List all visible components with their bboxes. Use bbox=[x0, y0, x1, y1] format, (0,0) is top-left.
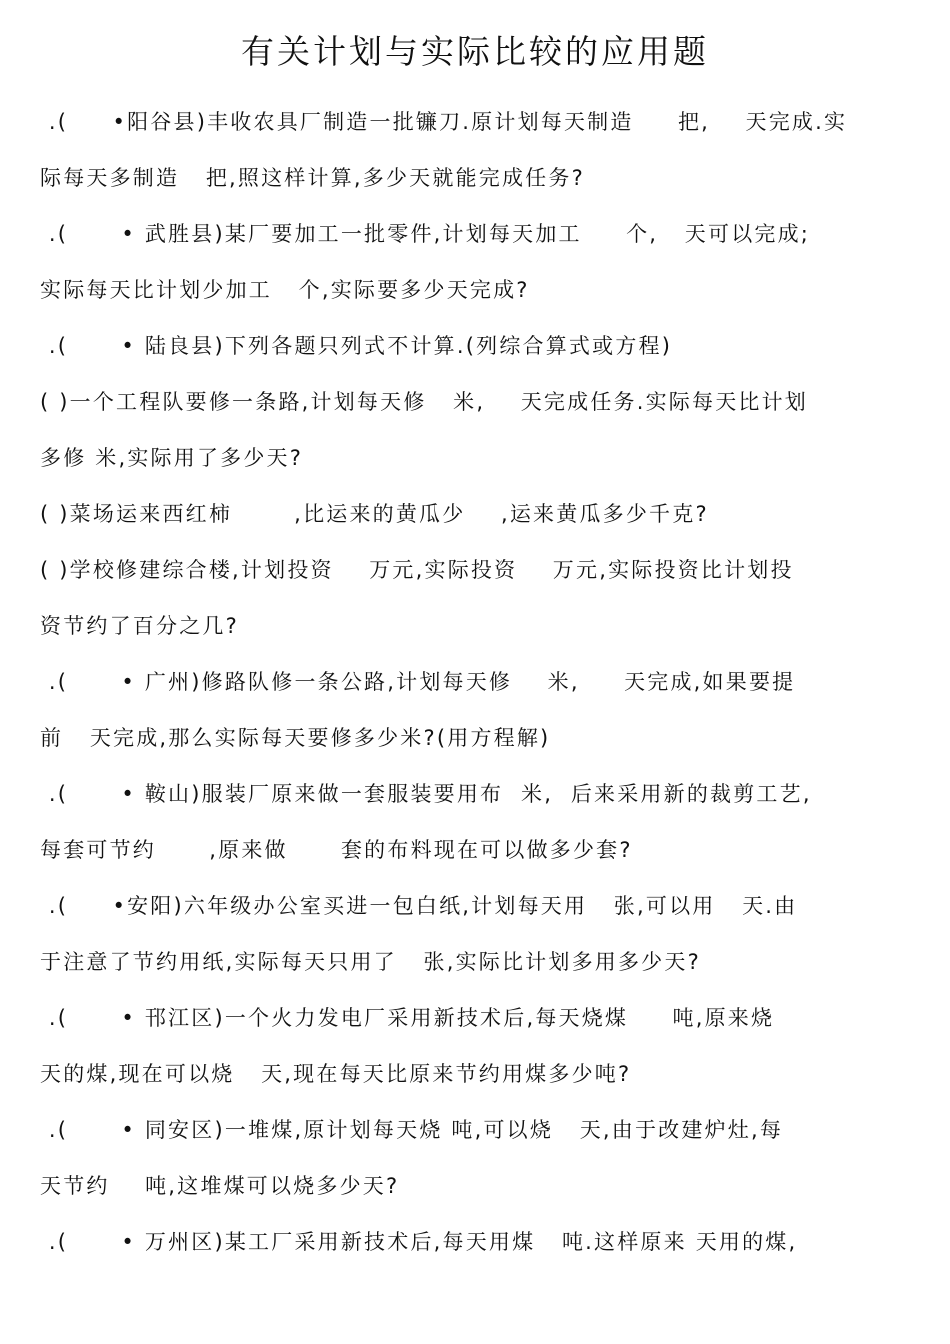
text-line: 实际每天比计划少加工 个,实际要多少天完成? bbox=[40, 278, 530, 302]
text-line: 际每天多制造 把,照这样计算,多少天就能完成任务? bbox=[40, 166, 585, 190]
text-line: ( )一个工程队要修一条路,计划每天修 米, 天完成任务.实际每天比计划 bbox=[40, 390, 809, 414]
text-line: 前 天完成,那么实际每天要修多少米?(用方程解) bbox=[40, 726, 551, 750]
text-line: .( • 万州区)某工厂采用新技术后,每天用煤 吨.这样原来 天用的煤, bbox=[40, 1230, 798, 1254]
text-line: 天的煤,现在可以烧 天,现在每天比原来节约用煤多少吨? bbox=[40, 1062, 632, 1086]
text-line: .( • 武胜县)某厂要加工一批零件,计划每天加工 个, 天可以完成; bbox=[40, 222, 811, 246]
text-line: 天节约 吨,这堆煤可以烧多少天? bbox=[40, 1174, 400, 1198]
text-line: .( • 邗江区)一个火力发电厂采用新技术后,每天烧煤 吨,原来烧 bbox=[40, 1006, 775, 1030]
text-line: .( • 广州)修路队修一条公路,计划每天修 米, 天完成,如果要提 bbox=[40, 670, 796, 694]
text-line: ( )学校修建综合楼,计划投资 万元,实际投资 万元,实际投资比计划投 bbox=[40, 558, 794, 582]
text-line: .( • 陆良县)下列各题只列式不计算.(列综合算式或方程) bbox=[40, 334, 673, 358]
text-line: .( • 同安区)一堆煤,原计划每天烧 吨,可以烧 天,由于改建炉灶,每 bbox=[40, 1118, 784, 1142]
text-line: 资节约了百分之几? bbox=[40, 614, 239, 638]
page-title: 有关计划与实际比较的应用题 bbox=[241, 32, 709, 71]
text-line: .( •阳谷县)丰收农具厂制造一批镰刀.原计划每天制造 把, 天完成.实 bbox=[40, 110, 848, 134]
text-line: 每套可节约 ,原来做 套的布料现在可以做多少套? bbox=[40, 838, 633, 862]
text-line: .( • 鞍山)服装厂原来做一套服装要用布 米, 后来采用新的裁剪工艺, bbox=[40, 782, 812, 806]
text-line: ( )菜场运来西红柿 ,比运来的黄瓜少 ,运来黄瓜多少千克? bbox=[40, 502, 709, 526]
text-line: .( •安阳)六年级办公室买进一包白纸,计划每天用 张,可以用 天.由 bbox=[40, 894, 798, 918]
text-line: 于注意了节约用纸,实际每天只用了 张,实际比计划多用多少天? bbox=[40, 950, 701, 974]
text-line: 多修 米,实际用了多少天? bbox=[40, 446, 304, 470]
